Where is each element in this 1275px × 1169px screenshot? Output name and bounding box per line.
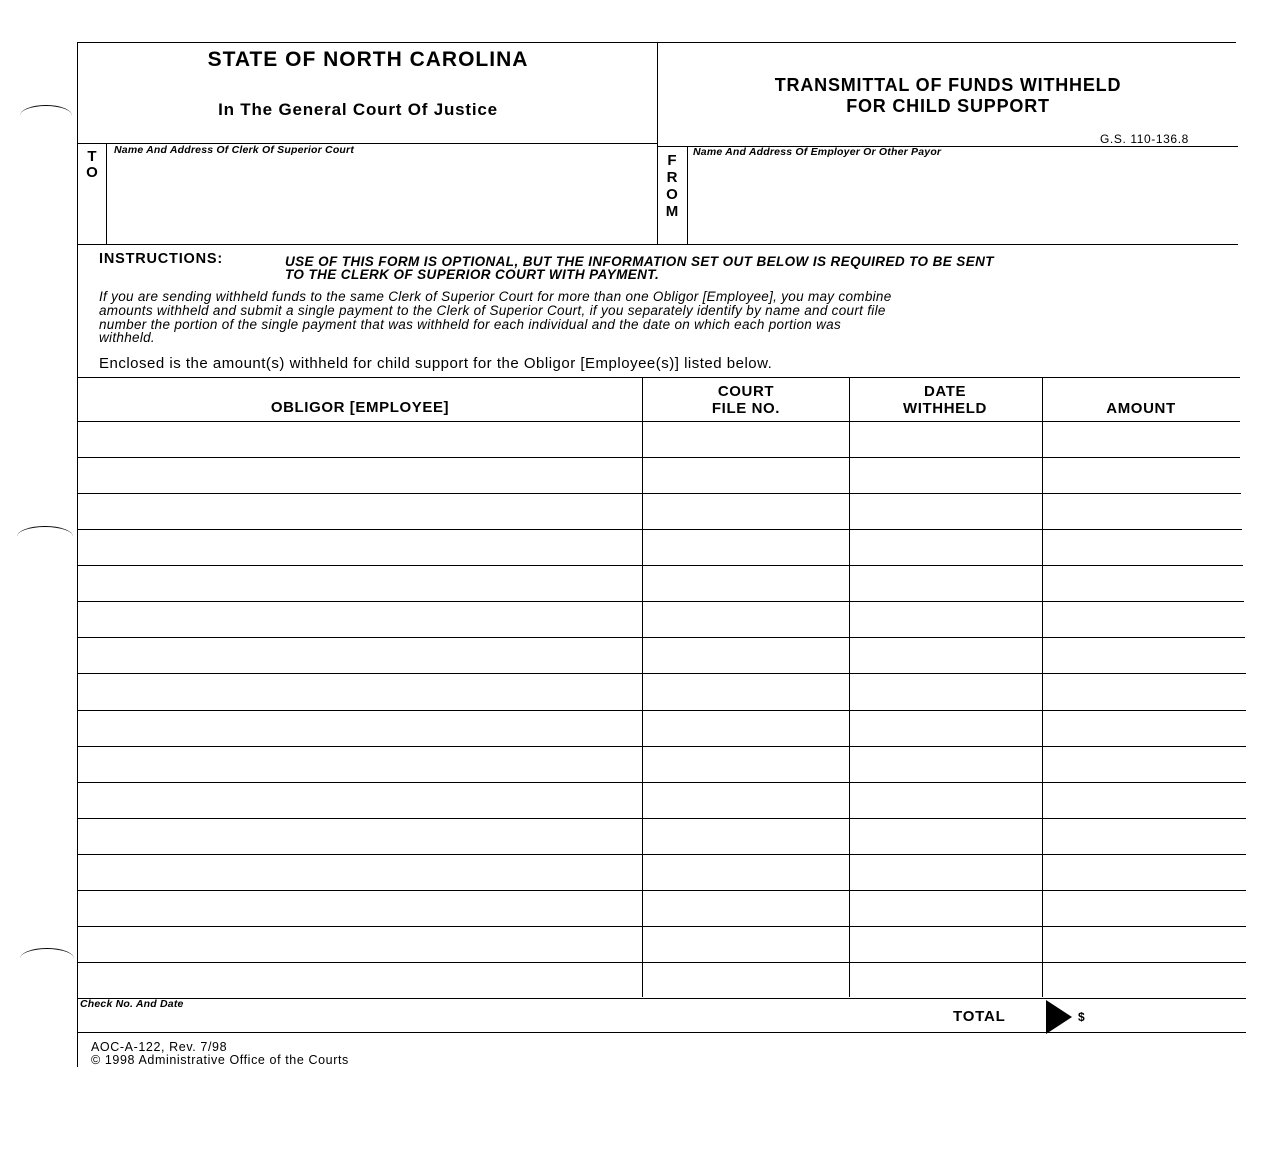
column-header-obligor-text: OBLIGOR [EMPLOYEE]	[270, 399, 450, 416]
enclosed-statement: Enclosed is the amount(s) withheld for child support for the Obligor [Employee(s)] listed below.	[99, 355, 773, 372]
court-file-no-cell[interactable]	[647, 501, 845, 527]
obligor-cell[interactable]	[82, 537, 638, 563]
form-title-line2: FOR CHILD SUPPORT	[846, 96, 1050, 116]
instructions-required-line2: TO THE CLERK OF SUPERIOR COURT WITH PAYMENT.	[285, 267, 660, 282]
obligor-cell[interactable]	[82, 790, 638, 816]
to-letter: T	[87, 148, 97, 165]
court-file-no-cell[interactable]	[647, 934, 845, 960]
amount-cell[interactable]	[1047, 862, 1235, 888]
column-header-obligor	[78, 399, 642, 416]
obligor-cell[interactable]	[82, 465, 638, 491]
instructions-label: INSTRUCTIONS:	[99, 251, 223, 267]
column-header-date-withheld	[850, 383, 1040, 417]
obligor-cell[interactable]	[82, 898, 638, 924]
court-file-no-cell[interactable]	[647, 465, 845, 491]
amount-cell[interactable]	[1047, 826, 1235, 852]
from-letter: M	[665, 203, 679, 220]
employer-name-address-label: Name And Address Of Employer Or Other Payor	[693, 146, 942, 158]
column-header-date-line1: DATE	[923, 383, 967, 400]
clerk-name-address-label: Name And Address Of Clerk Of Superior Court	[114, 144, 355, 156]
employer-name-address-field[interactable]	[691, 160, 1231, 242]
obligor-cell[interactable]	[82, 718, 638, 744]
court-file-no-cell[interactable]	[647, 790, 845, 816]
instructions-required-line1: USE OF THIS FORM IS OPTIONAL, BUT THE INFORMATION SET OUT BELOW IS REQUIRED TO BE SENT	[285, 254, 994, 269]
punch-hole-mark	[20, 948, 74, 969]
amount-cell[interactable]	[1047, 898, 1235, 924]
obligor-cell[interactable]	[82, 754, 638, 780]
obligor-cell[interactable]	[82, 826, 638, 852]
date-withheld-cell[interactable]	[854, 898, 1038, 924]
date-withheld-cell[interactable]	[854, 537, 1038, 563]
check-number-date-label: Check No. And Date	[80, 998, 184, 1010]
obligor-cell[interactable]	[82, 970, 638, 996]
date-withheld-cell[interactable]	[854, 970, 1038, 996]
date-withheld-cell[interactable]	[854, 862, 1038, 888]
amount-cell[interactable]	[1047, 790, 1235, 816]
punch-hole-mark	[17, 526, 73, 547]
amount-cell[interactable]	[1047, 573, 1235, 599]
date-withheld-cell[interactable]	[854, 501, 1038, 527]
to-from-bottom-border	[78, 244, 1238, 245]
date-withheld-cell[interactable]	[854, 609, 1038, 635]
to-letter: O	[86, 164, 98, 181]
from-label-divider	[687, 146, 688, 244]
court-file-no-cell[interactable]	[647, 754, 845, 780]
date-withheld-cell[interactable]	[854, 826, 1038, 852]
amount-cell[interactable]	[1047, 754, 1235, 780]
court-file-no-cell[interactable]	[647, 898, 845, 924]
amount-cell[interactable]	[1047, 718, 1235, 744]
column-header-court-line2: FILE NO.	[711, 400, 781, 417]
copyright-notice: © 1998 Administrative Office of the Courts	[91, 1053, 349, 1067]
date-withheld-cell[interactable]	[854, 718, 1038, 744]
amount-cell[interactable]	[1047, 609, 1235, 635]
punch-hole-mark	[20, 105, 72, 126]
amount-cell[interactable]	[1047, 645, 1235, 671]
from-letter: R	[666, 169, 678, 186]
court-file-no-cell[interactable]	[647, 429, 845, 455]
total-label: TOTAL	[953, 1008, 1006, 1025]
column-header-date-line2: WITHHELD	[903, 400, 987, 417]
obligor-cell[interactable]	[82, 681, 638, 707]
amount-cell[interactable]	[1047, 934, 1235, 960]
obligor-cell[interactable]	[82, 645, 638, 671]
column-header-amount	[1043, 400, 1239, 417]
form-number: AOC-A-122, Rev. 7/98	[91, 1040, 228, 1054]
instructions-paragraph-line3: number the portion of the single payment that was withheld for each individual and the date on which each portion was	[99, 317, 842, 332]
court-file-no-cell[interactable]	[647, 970, 845, 996]
statute-reference: G.S. 110-136.8	[1100, 132, 1189, 146]
from-side-label	[662, 152, 682, 220]
total-arrow-icon	[1046, 1000, 1072, 1034]
court-file-no-cell[interactable]	[647, 681, 845, 707]
court-file-no-cell[interactable]	[647, 645, 845, 671]
date-withheld-cell[interactable]	[854, 681, 1038, 707]
court-file-no-cell[interactable]	[647, 609, 845, 635]
obligor-cell[interactable]	[82, 429, 638, 455]
table-top-border	[78, 377, 1240, 378]
to-side-label	[82, 149, 102, 181]
court-file-no-cell[interactable]	[647, 718, 845, 744]
date-withheld-cell[interactable]	[854, 645, 1038, 671]
clerk-name-address-field[interactable]	[110, 158, 652, 242]
court-file-no-cell[interactable]	[647, 862, 845, 888]
date-withheld-cell[interactable]	[854, 934, 1038, 960]
obligor-cell[interactable]	[82, 501, 638, 527]
amount-cell[interactable]	[1047, 429, 1235, 455]
column-header-court-line1: COURT	[717, 383, 775, 400]
column-header-court-file	[643, 383, 849, 417]
form-title-line1: TRANSMITTAL OF FUNDS WITHHELD	[774, 75, 1122, 95]
column-header-amount-text: AMOUNT	[1106, 400, 1176, 417]
to-label-divider	[106, 143, 107, 244]
court-file-no-cell[interactable]	[647, 537, 845, 563]
date-withheld-cell[interactable]	[854, 465, 1038, 491]
instructions-paragraph-line4: withheld.	[99, 330, 155, 345]
table-bottom-border	[78, 998, 1246, 999]
court-file-no-cell[interactable]	[647, 573, 845, 599]
court-file-no-cell[interactable]	[647, 826, 845, 852]
amount-cell[interactable]	[1047, 970, 1235, 996]
amount-cell[interactable]	[1047, 501, 1235, 527]
from-letter: F	[667, 152, 677, 169]
obligor-cell[interactable]	[82, 573, 638, 599]
date-withheld-cell[interactable]	[854, 754, 1038, 780]
date-withheld-cell[interactable]	[854, 790, 1038, 816]
amount-cell[interactable]	[1047, 681, 1235, 707]
check-number-date-field[interactable]	[80, 1012, 930, 1030]
obligor-cell[interactable]	[82, 609, 638, 635]
instructions-paragraph-line2: amounts withheld and submit a single payment to the Clerk of Superior Court, if you separately identify by name and court file	[99, 303, 886, 318]
from-letter: O	[666, 186, 678, 203]
amount-cell[interactable]	[1047, 465, 1235, 491]
date-withheld-cell[interactable]	[854, 429, 1038, 455]
date-withheld-cell[interactable]	[854, 573, 1038, 599]
court-subtitle: In The General Court Of Justice	[218, 100, 498, 119]
obligor-cell[interactable]	[82, 934, 638, 960]
obligor-cell[interactable]	[82, 862, 638, 888]
instructions-paragraph-line1: If you are sending withheld funds to the same Clerk of Superior Court for more than one Obligor [Employee], you may combine	[99, 289, 892, 304]
total-amount-field[interactable]	[1090, 1004, 1240, 1028]
total-bottom-border	[78, 1032, 1246, 1033]
state-title: STATE OF NORTH CAROLINA	[207, 48, 529, 71]
total-currency-symbol: $	[1078, 1010, 1085, 1024]
amount-cell[interactable]	[1047, 537, 1235, 563]
